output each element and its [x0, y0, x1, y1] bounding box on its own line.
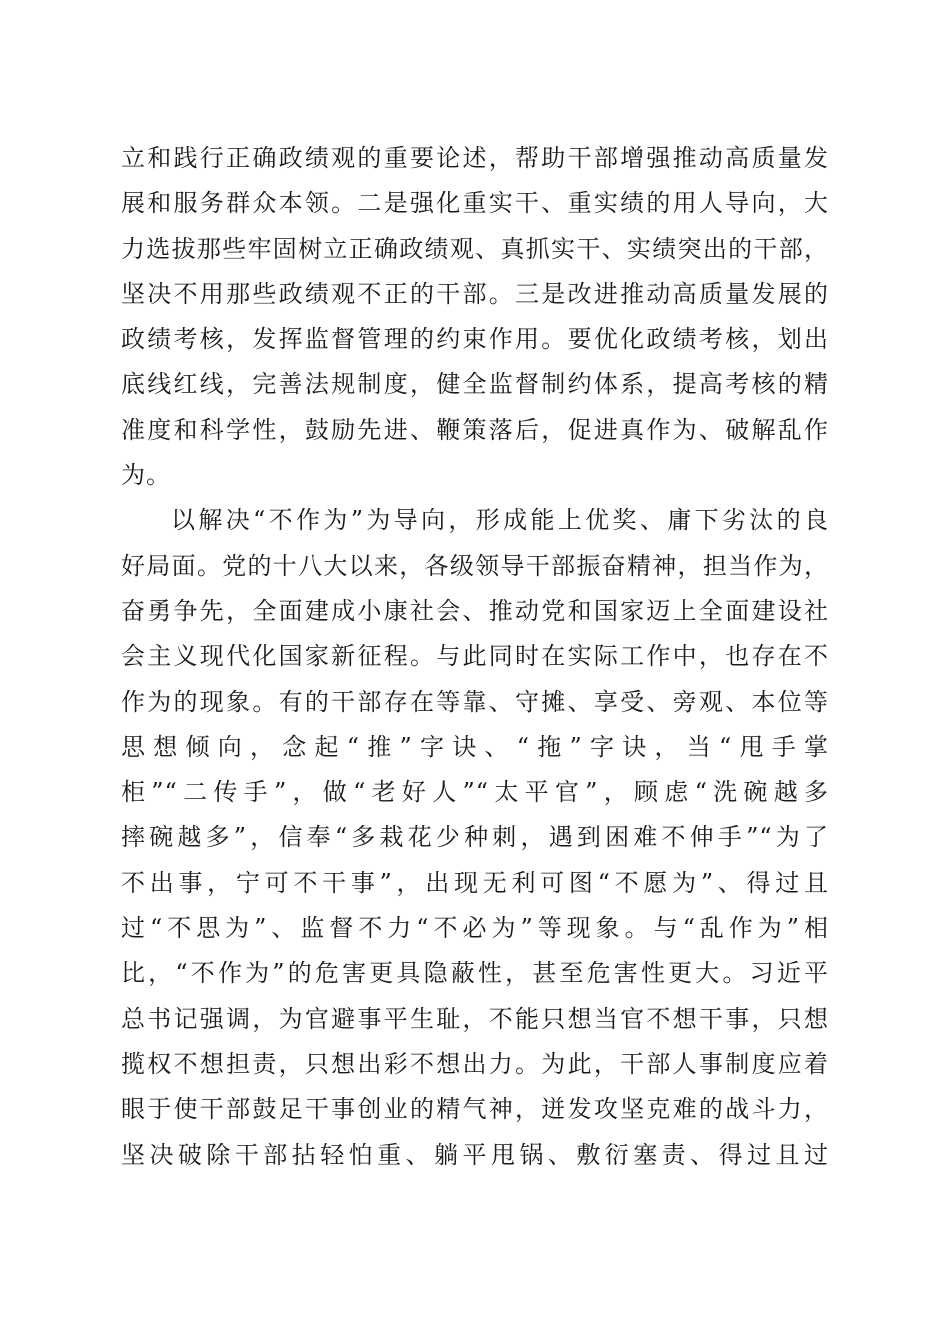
- text-line: 展和服务群众本领。二是强化重实干、重实绩的用人导向，大: [121, 189, 829, 218]
- text-line: 底线红线，完善法规制度，健全监督制约体系，提高考核的精: [121, 370, 829, 399]
- document-body: [121, 136, 829, 1178]
- text-line: 立和践行正确政绩观的重要论述，帮助干部增强推动高质量发: [121, 144, 829, 172]
- text-line: 坚决破除干部拈轻怕重、躺平甩锅、敷衍塞责、得过且过: [121, 1140, 829, 1169]
- text-line: 会主义现代化国家新征程。与此同时在实际工作中，也存在不: [121, 642, 829, 671]
- text-line: 奋勇争先，全面建成小康社会、推动党和国家迈上全面建设社: [121, 596, 829, 625]
- text-line: 总书记强调，为官避事平生耻，不能只想当官不想干事，只想: [121, 1004, 829, 1033]
- text-line: 摔碗越多”，信奉“多栽花少种刺，遇到困难不伸手”“为了: [121, 823, 829, 852]
- text-line: 以解决“不作为”为导向，形成能上优奖、庸下劣汰的良: [171, 506, 829, 535]
- text-line: 思想倾向，念起“推”字诀、“拖”字诀，当“甩手掌: [121, 732, 829, 761]
- text-line: 为。: [121, 461, 171, 490]
- text-line: 揽权不想担责，只想出彩不想出力。为此，干部人事制度应着: [121, 1049, 829, 1078]
- text-line: 柜”“二传手”，做“老好人”“太平官”，顾虑“洗碗越多: [121, 778, 829, 807]
- text-line: 比，“不作为”的危害更具隐蔽性，甚至危害性更大。习近平: [121, 959, 829, 988]
- text-line: 不出事，宁可不干事”，出现无利可图“不愿为”、得过且: [121, 868, 829, 897]
- text-line: 过“不思为”、监督不力“不必为”等现象。与“乱作为”相: [121, 914, 829, 943]
- paragraph-2: [121, 498, 829, 1177]
- paragraph-1: [121, 136, 829, 498]
- text-line: 力选拔那些牢固树立正确政绩观、真抓实干、实绩突出的干部，: [121, 234, 829, 263]
- text-line: 政绩考核，发挥监督管理的约束作用。要优化政绩考核，划出: [121, 325, 829, 354]
- text-line: 作为的现象。有的干部存在等靠、守摊、享受、旁观、本位等: [121, 687, 829, 716]
- text-line: 眼于使干部鼓足干事创业的精气神，迸发攻坚克难的战斗力，: [121, 1095, 829, 1124]
- text-line: 准度和科学性，鼓励先进、鞭策落后，促进真作为、破解乱作: [121, 415, 829, 444]
- text-line: 坚决不用那些政绩观不正的干部。三是改进推动高质量发展的: [121, 279, 829, 308]
- text-line: 好局面。党的十八大以来，各级领导干部振奋精神，担当作为，: [121, 551, 829, 580]
